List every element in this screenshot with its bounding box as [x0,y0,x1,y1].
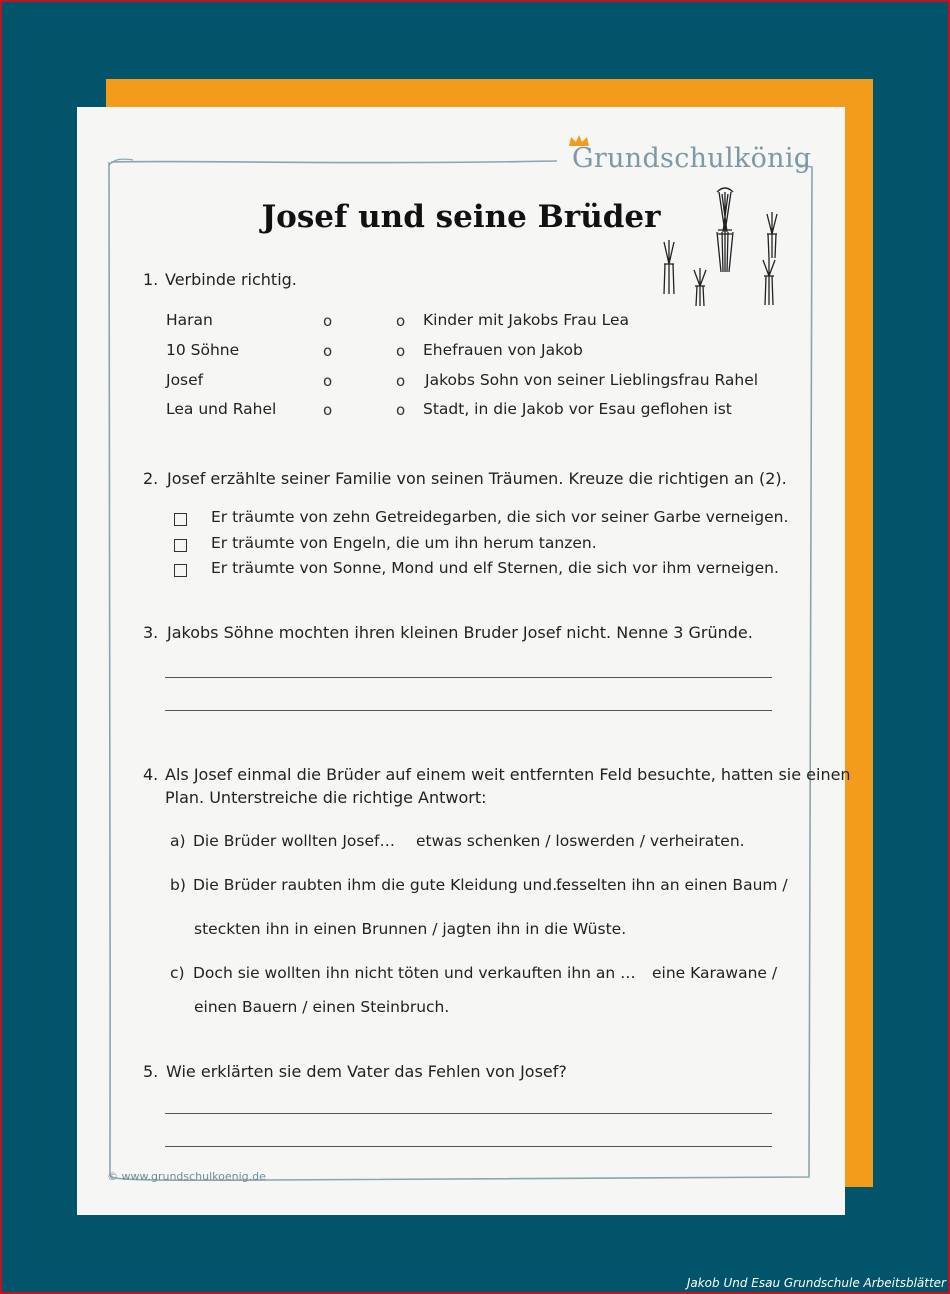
task4-a-text: Die Brüder wollten Josef… [193,832,395,850]
task1-prompt: Verbinde richtig. [165,270,297,289]
match-right-item: Kinder mit Jakobs Frau Lea [423,311,630,329]
option-label: Er träumte von zehn Getreidegarben, die sich vor seiner Garbe verneigen. [211,508,789,526]
footer-copyright: © www.grundschulkoenig.de [107,1170,266,1183]
match-dot[interactable]: o [396,342,406,360]
worksheet-page [77,107,851,1215]
task4-b-options[interactable]: fesselten ihn an einen Baum / [556,876,788,894]
option-label: Er träumte von Sonne, Mond und elf Sternen, die sich vor ihm verneigen. [211,559,779,577]
answer-line[interactable] [165,1113,772,1114]
task4-number: 4. [143,765,159,784]
option-label: Er träumte von Engeln, die um ihn herum tanzen. [211,534,597,552]
match-right-item: Stadt, in die Jakob vor Esau geflohen ist [423,400,732,418]
task4-prompt-line1: Als Josef einmal die Brüder auf einem weit entfernten Feld besuchte, hatten sie einen [165,765,851,784]
match-right-item: Ehefrauen von Jakob [423,341,583,359]
match-left-item: Haran [166,311,213,329]
match-left-item: Lea und Rahel [166,400,277,418]
wheat-sheaves-icon [647,182,797,322]
brand-logo: Grundschulkönig [572,143,812,174]
match-dot[interactable]: o [396,312,406,330]
task3-prompt: Jakobs Söhne mochten ihren kleinen Bruder Josef nicht. Nenne 3 Gründe. [167,623,753,642]
match-dot[interactable]: o [396,401,406,419]
match-dot[interactable]: o [323,312,333,330]
match-dot[interactable]: o [323,372,333,390]
task4-c-label: c) [170,964,185,982]
task5-prompt: Wie erklärten sie dem Vater das Fehlen von Josef? [166,1062,567,1081]
answer-line[interactable] [165,1146,772,1147]
answer-line[interactable] [165,710,772,711]
option-checkbox[interactable] [174,539,187,552]
task4-b-text: Die Brüder raubten ihm die gute Kleidung und… [193,876,568,894]
task4-c-options[interactable]: eine Karawane / [652,964,778,982]
task2-number: 2. [143,469,159,488]
task5-number: 5. [143,1062,159,1081]
task3-number: 3. [143,623,159,642]
option-checkbox[interactable] [174,513,187,526]
task4-prompt-line2: Plan. Unterstreiche die richtige Antwort: [165,788,487,807]
task4-a-options[interactable]: etwas schenken / loswerden / verheiraten. [416,832,745,850]
match-right-item: Jakobs Sohn von seiner Lieblingsfrau Rahel [425,371,759,389]
task4-b-options[interactable]: steckten ihn in einen Brunnen / jagten ihn in die Wüste. [194,920,627,938]
answer-line[interactable] [165,677,772,678]
match-dot[interactable]: o [323,401,333,419]
match-left-item: Josef [166,371,204,389]
task1-number: 1. [143,270,159,289]
caption-watermark: Jakob Und Esau Grundschule Arbeitsblätter [686,1276,946,1290]
task2-prompt: Josef erzählte seiner Familie von seinen Träumen. Kreuze die richtigen an (2). [167,469,787,488]
task4-b-label: b) [170,876,186,894]
match-dot[interactable]: o [323,342,333,360]
task4-c-options[interactable]: einen Bauern / einen Steinbruch. [194,998,450,1016]
match-left-item: 10 Söhne [166,341,240,359]
option-checkbox[interactable] [174,564,187,577]
match-dot[interactable]: o [396,372,406,390]
task4-a-label: a) [170,832,186,850]
page-title: Josef und seine Brüder [261,199,661,235]
task4-c-text: Doch sie wollten ihn nicht töten und verkauften ihn an … [193,964,636,982]
